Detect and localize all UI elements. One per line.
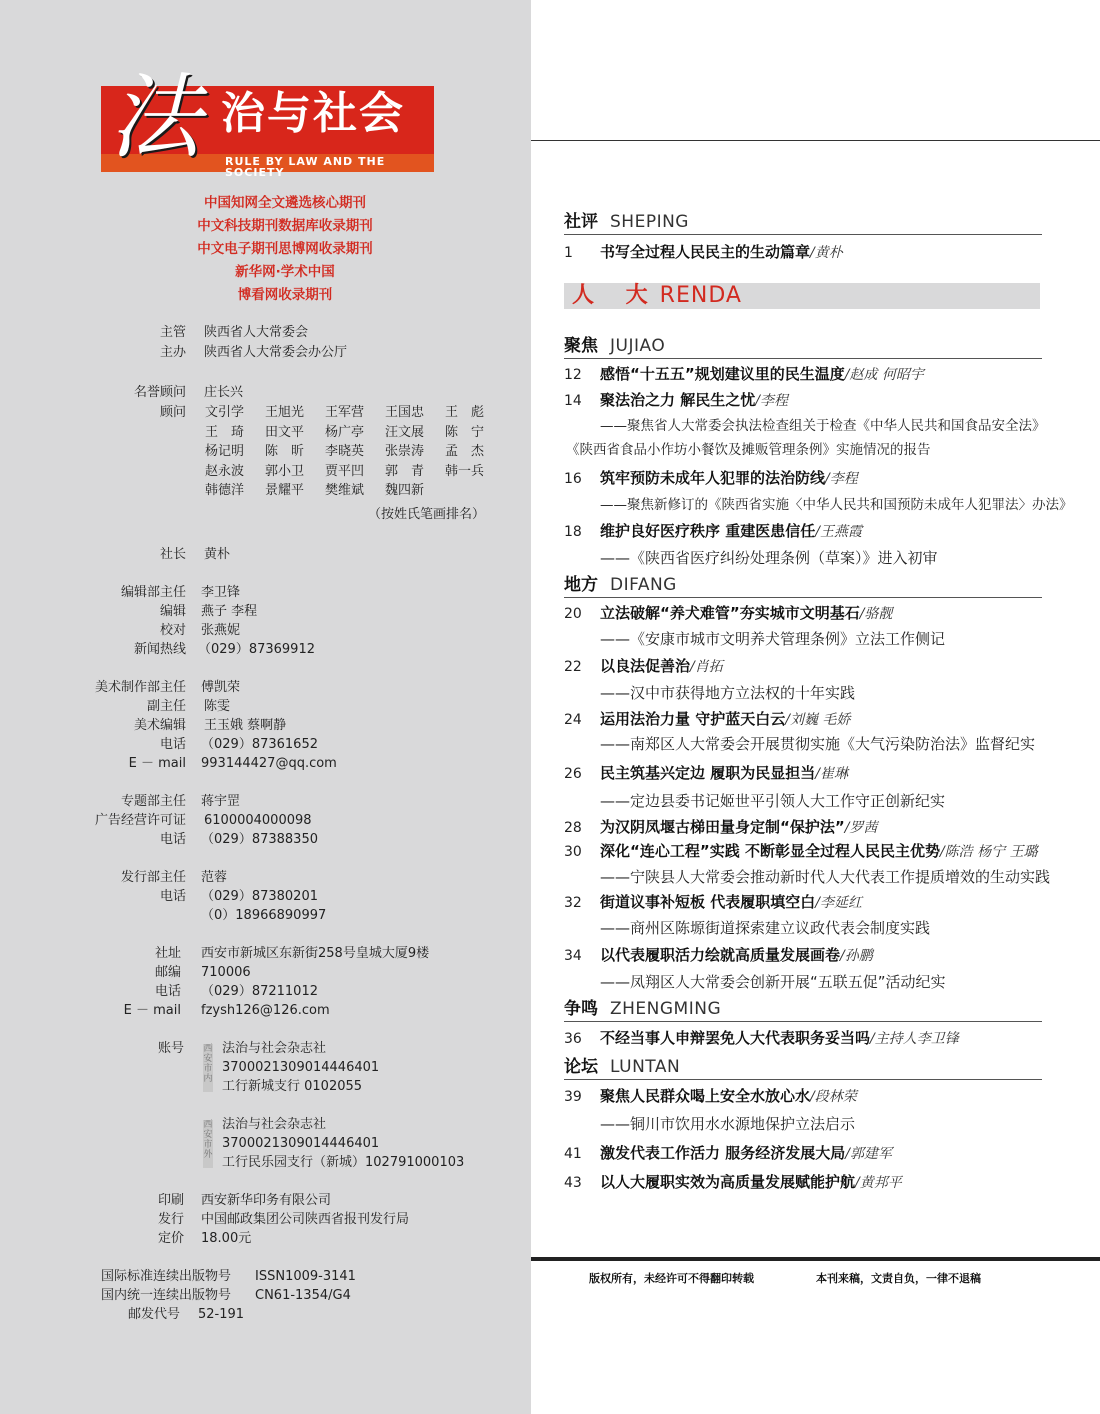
- advisors-row: [205, 462, 505, 482]
- credit-value: 中国邮政集团公司陕西省报刊发行局: [201, 1212, 410, 1227]
- advisor-name: 陈 宁: [445, 424, 485, 440]
- credit-label: 广告经营许可证: [94, 813, 186, 828]
- advisor-name: 王军营: [325, 405, 365, 420]
- advisor-name: 赵永波: [205, 463, 245, 479]
- entry-title: 聚焦人民群众喝上安全水放心水: [600, 1087, 811, 1105]
- credit-label: 名誉顾问: [133, 385, 186, 400]
- entry-title: 立法破解“养犬难管”夯实城市文明基石: [600, 604, 860, 622]
- credit-value: 西安新华印务有限公司: [201, 1193, 332, 1208]
- credit-value: 陕西省人大常委会: [204, 325, 309, 340]
- entry-title: 聚法治之力 解民生之忧: [600, 391, 756, 409]
- credit-value: 18.00元: [201, 1231, 252, 1246]
- top-rule: [531, 140, 1100, 141]
- logo-subtitle: RULE BY LAW AND THE SOCIETY: [225, 155, 386, 179]
- entry-subtitle: ——定边县委书记姬世平引领人大工作守正创新纪实: [600, 792, 946, 810]
- credit-value: （029）87380201: [201, 889, 318, 904]
- entry-title: 筑牢预防未成年人犯罪的法治防线: [600, 469, 826, 487]
- page-number: 32: [564, 895, 582, 911]
- entry-subtitle: ——聚焦省人大常委会执法检查组关于检查《中华人民共和国食品安全法》: [600, 418, 1046, 434]
- entry-author: /刘巍 毛娇: [785, 712, 851, 728]
- credit-label: 电话: [154, 984, 181, 999]
- account-value: 3700021309014446401: [222, 1060, 380, 1075]
- advisor-name: 杨记明: [205, 444, 245, 459]
- toc-entry[interactable]: [564, 891, 862, 913]
- bottom-rule: [531, 1257, 1100, 1261]
- page-number: 22: [564, 659, 582, 675]
- credit-label: 校对: [159, 623, 186, 638]
- toc-entry[interactable]: [564, 1142, 892, 1164]
- entry-author: /主持人李卫锋: [870, 1031, 959, 1047]
- entry-title: 街道议事补短板 代表履职填空白: [600, 893, 816, 911]
- credit-label: E － mail: [128, 756, 186, 771]
- credit-value: 西安市新城区东新街258号皇城大厦9楼: [201, 946, 430, 961]
- section-zhengming: [564, 997, 1042, 1022]
- credit-value: （029）87388350: [201, 832, 318, 847]
- credit-value: 6100004000098: [204, 813, 312, 828]
- entry-subtitle: ——《安康市城市文明养犬管理条例》立法工作侧记: [600, 630, 946, 648]
- credit-label: 电话: [159, 737, 186, 752]
- advisor-name: 郭 青: [385, 463, 425, 479]
- toc-entry[interactable]: [564, 1171, 902, 1193]
- entry-subtitle: ——《陕西省医疗纠纷处理条例（草案）》进入初审: [600, 549, 938, 567]
- advisors-note: （按姓氏笔画排名）: [368, 507, 486, 522]
- advisor-name: 景耀平: [265, 483, 305, 498]
- entry-author: /李延红: [815, 895, 862, 911]
- index-item: 中文电子期刊思博网收录期刊: [197, 241, 373, 257]
- entry-author: /肖拓: [690, 659, 723, 675]
- advisor-name: 王旭光: [265, 405, 305, 420]
- logo-title: 治与社会: [221, 88, 405, 139]
- entry-subtitle: ——汉中市获得地方立法权的十年实践: [600, 684, 856, 702]
- credit-value: 张燕妮: [201, 623, 241, 638]
- advisor-name: 田文平: [265, 424, 305, 440]
- entry-author: /陈浩 杨宁 王璐: [939, 844, 1038, 860]
- copyright-notice: 版权所有，未经许可不得翻印转载: [589, 1272, 754, 1285]
- advisor-name: 张崇涛: [385, 444, 425, 459]
- advisor-name: 孟 杰: [445, 444, 485, 459]
- issn-value: ISSN1009-3141: [255, 1269, 356, 1284]
- entry-author: /郭建军: [845, 1146, 892, 1162]
- credit-value: 王玉娥 蔡啊静: [204, 718, 287, 733]
- entry-subtitle: ——宁陕县人大常委会推动新时代人大代表工作提质增效的生动实践: [600, 868, 1051, 886]
- toc-entry[interactable]: [564, 944, 873, 966]
- entry-title: 民主筑基兴定边 履职为民显担当: [600, 764, 816, 782]
- toc-entry[interactable]: [564, 241, 843, 263]
- credit-label: 编辑: [159, 604, 186, 619]
- page-number: 16: [564, 471, 582, 487]
- credit-value: 庄长兴: [204, 385, 244, 400]
- credit-value: 黄朴: [204, 547, 231, 562]
- toc-entry[interactable]: [564, 840, 1038, 862]
- entry-author: /黄朴: [810, 245, 843, 261]
- credit-label: 新闻热线: [133, 642, 186, 657]
- credit-value: 范蓉: [201, 870, 228, 885]
- credit-value: 993144427@qq.com: [201, 756, 337, 771]
- submission-notice: 本刊来稿，文责自负，一律不退稿: [816, 1272, 981, 1285]
- credit-label: 电话: [159, 832, 186, 847]
- entry-author: /李程: [825, 471, 858, 487]
- page-number: 18: [564, 524, 582, 540]
- credit-value: 傅凯荣: [201, 680, 241, 695]
- entry-title: 深化“连心工程”实践 不断彰显全过程人民民主优势: [600, 842, 940, 860]
- credit-label: E － mail: [123, 1003, 181, 1018]
- advisors-row: [205, 481, 505, 501]
- section-cn: 社评: [564, 212, 598, 232]
- page-number: 1: [564, 245, 573, 261]
- entry-subtitle: ——商州区陈塬街道探索建立议政代表会制度实践: [600, 919, 931, 937]
- entry-subtitle: ——铜川市饮用水水源地保护立法启示: [600, 1115, 856, 1133]
- credit-value: （029）87369912: [198, 642, 315, 657]
- advisors-grid: [205, 403, 505, 501]
- entry-subtitle: ——南郑区人大常委会开展贯彻实施《大气污染防治法》监督纪实: [600, 735, 1036, 753]
- advisor-name: 王 彪: [445, 405, 485, 420]
- credits: [0, 0, 531, 1414]
- toc-entry[interactable]: [564, 389, 788, 411]
- entry-title: 以良法促善治: [600, 657, 691, 675]
- issn-label: 国际标准连续出版物号: [101, 1269, 232, 1284]
- toc-entry[interactable]: [564, 520, 862, 542]
- toc-entry[interactable]: [564, 655, 723, 677]
- advisor-name: 魏四新: [385, 483, 425, 498]
- account-value: 工行新城支行 0102055: [222, 1079, 363, 1094]
- credit-label: 主管: [159, 325, 186, 340]
- credit-label: 发行: [157, 1212, 184, 1227]
- advisor-name: 贾平凹: [325, 463, 365, 479]
- index-item: 中国知网全文遴选核心期刊: [204, 195, 366, 211]
- entry-title: 以人大履职实效为高质量发展赋能护航: [600, 1173, 856, 1191]
- credit-value: 蒋宇罡: [201, 794, 241, 809]
- entry-subtitle: ——聚焦新修订的《陕西省实施〈中华人民共和国预防未成年人犯罪法〉办法》: [600, 497, 1073, 513]
- account-region-tag: 西安市外: [203, 1120, 213, 1168]
- section-jujiao: [564, 334, 1042, 359]
- page-number: 26: [564, 766, 582, 782]
- entry-author: /罗茜: [844, 820, 878, 836]
- entry-author: /孙鹏: [840, 948, 873, 964]
- postcode-label: 邮发代号: [128, 1307, 181, 1322]
- credit-label: 定价: [157, 1231, 184, 1246]
- page-number: 43: [564, 1175, 582, 1191]
- section-en: SHEPING: [610, 212, 689, 232]
- page-number: 34: [564, 948, 582, 964]
- advisor-name: 王国忠: [385, 405, 425, 420]
- page-number: 30: [564, 844, 582, 860]
- entry-title: 以代表履职活力绘就高质量发展画卷: [600, 946, 841, 964]
- credit-label: 顾问: [159, 405, 186, 420]
- account-value: 法治与社会杂志社: [222, 1041, 327, 1056]
- section-cn: 地方: [564, 575, 598, 595]
- entry-title: 为汉阴凤堰古梯田量身定制“保护法”: [600, 818, 845, 836]
- page-number: 24: [564, 712, 582, 728]
- page-number: 39: [564, 1089, 582, 1105]
- account-value: 工行民乐园支行（新城）102791000103: [222, 1155, 465, 1170]
- entry-author: /赵成 何昭宇: [844, 367, 924, 383]
- credit-value: （0）18966890997: [201, 908, 327, 923]
- entry-author: /李程: [755, 393, 788, 409]
- advisors-row: [205, 442, 505, 462]
- advisor-name: 韩一兵: [445, 463, 485, 479]
- section-difang: [564, 573, 1042, 598]
- page-number: 20: [564, 606, 582, 622]
- advisor-name: 樊维斌: [325, 483, 365, 498]
- entry-title: 书写全过程人民民主的生动篇章: [600, 243, 811, 261]
- credit-value: fzysh126@126.com: [201, 1003, 330, 1018]
- index-item: 新华网·学术中国: [235, 264, 335, 280]
- toc-entry[interactable]: [564, 708, 850, 730]
- credit-value: 陈雯: [204, 699, 231, 714]
- page-number: 28: [564, 820, 582, 836]
- entry-subtitle: 《陕西省食品小作坊小餐饮及摊贩管理条例》实施情况的报告: [566, 442, 931, 458]
- cn-value: CN61-1354/G4: [255, 1288, 351, 1303]
- entry-title: 激发代表工作活力 服务经济发展大局: [600, 1144, 846, 1162]
- index-item: 中文科技期刊数据库收录期刊: [197, 218, 373, 234]
- credit-label: 美术制作部主任: [94, 680, 186, 695]
- entry-title: 运用法治力量 守护蓝天白云: [600, 710, 786, 728]
- credit-label: 副主任: [146, 699, 186, 714]
- credit-value: （029）87361652: [201, 737, 318, 752]
- credit-label: 专题部主任: [120, 794, 186, 809]
- advisor-name: 文引学: [205, 405, 245, 420]
- advisor-name: 汪文展: [385, 424, 425, 440]
- entry-subtitle: ——凤翔区人大常委会创新开展“五联五促”活动纪实: [600, 973, 946, 991]
- entry-author: /王燕霞: [815, 524, 862, 540]
- section-cn: 人 大: [572, 283, 660, 308]
- credit-value: 燕子 李程: [201, 604, 258, 619]
- toc-entry[interactable]: [564, 363, 924, 385]
- entry-title: 维护良好医疗秩序 重建医患信任: [600, 522, 816, 540]
- credit-label: 编辑部主任: [120, 585, 186, 600]
- credit-label: 印刷: [157, 1193, 184, 1208]
- section-renda: [564, 283, 1040, 309]
- section-sheping: [564, 210, 1042, 235]
- credit-label: 账号: [157, 1041, 184, 1056]
- credit-value: 李卫锋: [201, 585, 241, 600]
- credit-label: 发行部主任: [120, 870, 186, 885]
- advisors-row: [205, 403, 505, 423]
- credit-label: 社长: [159, 547, 186, 562]
- section-cn: 聚焦: [564, 336, 598, 356]
- entry-author: /段林荣: [810, 1089, 857, 1105]
- page-number: 12: [564, 367, 582, 383]
- logo-calligraphy-char: 法: [109, 64, 202, 171]
- section-en: LUNTAN: [610, 1057, 681, 1077]
- toc-entry[interactable]: [564, 1027, 959, 1049]
- section-en: ZHENGMING: [610, 999, 722, 1019]
- advisor-name: 韩德洋: [205, 483, 245, 498]
- advisor-name: 李晓英: [325, 444, 365, 459]
- page-number: 14: [564, 393, 582, 409]
- masthead-panel: [0, 0, 531, 1414]
- credit-value: （029）87211012: [201, 984, 318, 999]
- advisor-name: 陈 昕: [265, 444, 305, 459]
- toc-entry[interactable]: [564, 602, 892, 624]
- page-number: 36: [564, 1031, 582, 1047]
- section-en: DIFANG: [610, 575, 677, 595]
- section-en: JUJIAO: [610, 336, 666, 356]
- entry-title: 不经当事人申辩罢免人大代表职务妥当吗: [600, 1029, 871, 1047]
- page-number: 41: [564, 1146, 582, 1162]
- entry-author: /黄邦平: [855, 1175, 902, 1191]
- toc-entry[interactable]: [564, 467, 858, 489]
- account-value: 3700021309014446401: [222, 1136, 380, 1151]
- entry-author: /崔琳: [815, 766, 848, 782]
- postcode-value: 52-191: [198, 1307, 245, 1322]
- toc-entry[interactable]: [564, 816, 877, 838]
- credit-label: 美术编辑: [133, 718, 186, 733]
- credit-value: 陕西省人大常委会办公厅: [204, 345, 348, 360]
- toc-entry[interactable]: [564, 1085, 857, 1107]
- toc-entry[interactable]: [564, 762, 848, 784]
- advisor-name: 郭小卫: [265, 463, 305, 479]
- advisors-row: [205, 423, 505, 443]
- index-item: 博看网收录期刊: [237, 287, 333, 303]
- credit-label: 社址: [154, 946, 181, 961]
- account-value: 法治与社会杂志社: [222, 1117, 327, 1132]
- cn-label: 国内统一连续出版物号: [101, 1288, 232, 1303]
- advisor-name: 王 琦: [205, 424, 245, 440]
- credit-value: 710006: [201, 965, 251, 980]
- advisor-name: 杨广亭: [325, 424, 365, 440]
- section-cn: 论坛: [564, 1057, 598, 1077]
- credit-label: 邮编: [154, 965, 181, 980]
- section-cn: 争鸣: [564, 999, 598, 1019]
- entry-title: 感悟“十五五”规划建议里的民生温度: [600, 365, 845, 383]
- account-region-tag: 西安市内: [203, 1044, 213, 1092]
- section-luntan: [564, 1055, 1042, 1080]
- entry-author: /骆靓: [859, 606, 893, 622]
- credit-label: 主办: [159, 345, 186, 360]
- credit-label: 电话: [159, 889, 186, 904]
- section-en: RENDA: [659, 283, 742, 308]
